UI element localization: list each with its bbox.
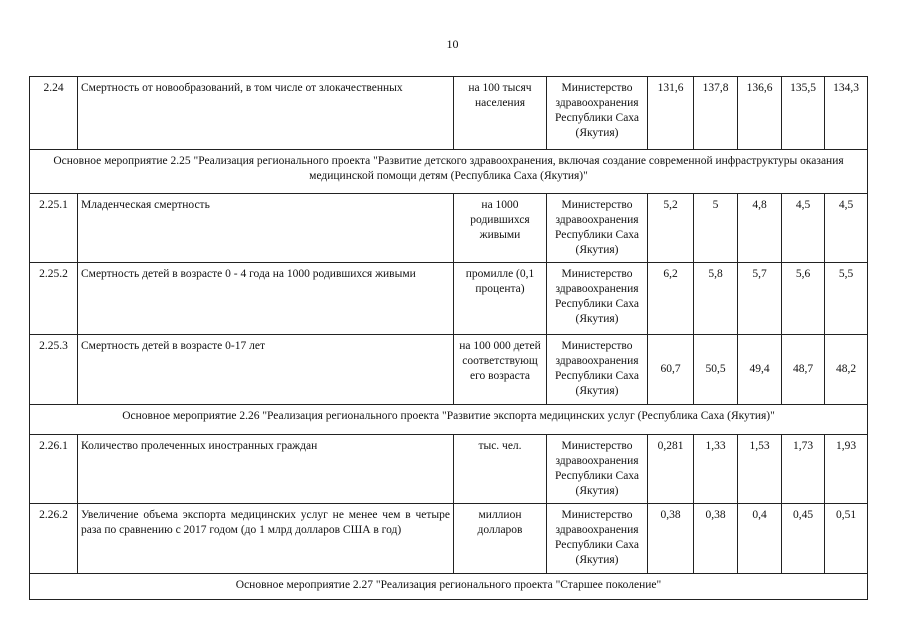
indicator-value: 50,5 xyxy=(694,335,738,405)
indicator-value: 0,38 xyxy=(648,504,694,574)
indicator-value: 6,2 xyxy=(648,263,694,335)
responsible-body: Министерство здравоохранения Республики Саха (Якутия) xyxy=(547,263,648,335)
indicator-value: 0,4 xyxy=(738,504,782,574)
table-row xyxy=(30,435,868,504)
unit-of-measure: на 1000 родившихся живыми xyxy=(454,194,547,263)
indicator-value: 60,7 xyxy=(648,335,694,405)
section-row xyxy=(30,150,868,194)
page-number: 10 xyxy=(446,37,459,51)
indicator-value: 49,4 xyxy=(738,335,782,405)
indicator-value: 137,8 xyxy=(694,77,738,150)
indicator-name: Смертность детей в возрасте 0-17 лет xyxy=(78,335,454,405)
unit-of-measure: миллион долларов xyxy=(454,504,547,574)
indicator-number: 2.25.1 xyxy=(30,194,78,263)
indicator-value: 1,93 xyxy=(825,435,868,504)
indicator-name: Количество пролеченных иностранных граждан xyxy=(78,435,454,504)
section-row xyxy=(30,405,868,435)
indicator-number: 2.26.1 xyxy=(30,435,78,504)
indicator-value: 5,7 xyxy=(738,263,782,335)
unit-of-measure: на 100 000 детей соответствующ его возраста xyxy=(454,335,547,405)
responsible-body: Министерство здравоохранения Республики Саха (Якутия) xyxy=(547,504,648,574)
indicator-name: Младенческая смертность xyxy=(78,194,454,263)
indicator-value: 1,73 xyxy=(782,435,825,504)
table-row xyxy=(30,504,868,574)
responsible-body: Министерство здравоохранения Республики Саха (Якутия) xyxy=(547,77,648,150)
indicator-value: 0,51 xyxy=(825,504,868,574)
indicator-value: 5 xyxy=(694,194,738,263)
indicator-name: Смертность детей в возрасте 0 - 4 года на 1000 родившихся живыми xyxy=(78,263,454,335)
indicator-value: 5,5 xyxy=(825,263,868,335)
table-row xyxy=(30,335,868,405)
indicator-number: 2.26.2 xyxy=(30,504,78,574)
indicator-name: Смертность от новообразований, в том числе от злокачественных xyxy=(78,77,454,150)
indicator-value: 5,8 xyxy=(694,263,738,335)
table-body xyxy=(30,77,868,600)
indicator-value: 4,5 xyxy=(825,194,868,263)
section-title: Основное мероприятие 2.26 "Реализация регионального проекта "Развитие экспорта медицинских услуг (Республика Саха (Якутия)" xyxy=(30,405,868,435)
section-title: Основное мероприятие 2.25 "Реализация регионального проекта "Развитие детского здравоохранения, включая создание современной инфраструктуры оказания медицинской помощи детям (Республика Саха (Якутия)" xyxy=(30,150,868,194)
table-row xyxy=(30,77,868,150)
indicator-value: 0,281 xyxy=(648,435,694,504)
indicator-value: 1,33 xyxy=(694,435,738,504)
section-row xyxy=(30,574,868,600)
unit-of-measure: промилле (0,1 процента) xyxy=(454,263,547,335)
indicator-name: Увеличение объема экспорта медицинских услуг не менее чем в четыре раза по сравнению с 2017 годом (до 1 млрд долларов США в год) xyxy=(78,504,454,574)
indicator-value: 5,6 xyxy=(782,263,825,335)
indicators-table xyxy=(29,76,868,600)
responsible-body: Министерство здравоохранения Республики Саха (Якутия) xyxy=(547,194,648,263)
indicator-number: 2.24 xyxy=(30,77,78,150)
unit-of-measure: тыс. чел. xyxy=(454,435,547,504)
indicator-number: 2.25.3 xyxy=(30,335,78,405)
indicator-number: 2.25.2 xyxy=(30,263,78,335)
indicator-value: 134,3 xyxy=(825,77,868,150)
unit-of-measure: на 100 тысяч населения xyxy=(454,77,547,150)
table-row xyxy=(30,194,868,263)
indicator-value: 135,5 xyxy=(782,77,825,150)
responsible-body: Министерство здравоохранения Республики Саха (Якутия) xyxy=(547,335,648,405)
indicator-value: 4,8 xyxy=(738,194,782,263)
indicator-value: 136,6 xyxy=(738,77,782,150)
responsible-body: Министерство здравоохранения Республики Саха (Якутия) xyxy=(547,435,648,504)
indicator-value: 131,6 xyxy=(648,77,694,150)
indicator-value: 48,7 xyxy=(782,335,825,405)
table-row xyxy=(30,263,868,335)
indicator-value: 48,2 xyxy=(825,335,868,405)
indicator-value: 0,38 xyxy=(694,504,738,574)
indicator-value: 5,2 xyxy=(648,194,694,263)
section-title: Основное мероприятие 2.27 "Реализация регионального проекта "Старшее поколение" xyxy=(30,574,868,600)
indicator-value: 1,53 xyxy=(738,435,782,504)
indicator-value: 4,5 xyxy=(782,194,825,263)
indicator-value: 0,45 xyxy=(782,504,825,574)
